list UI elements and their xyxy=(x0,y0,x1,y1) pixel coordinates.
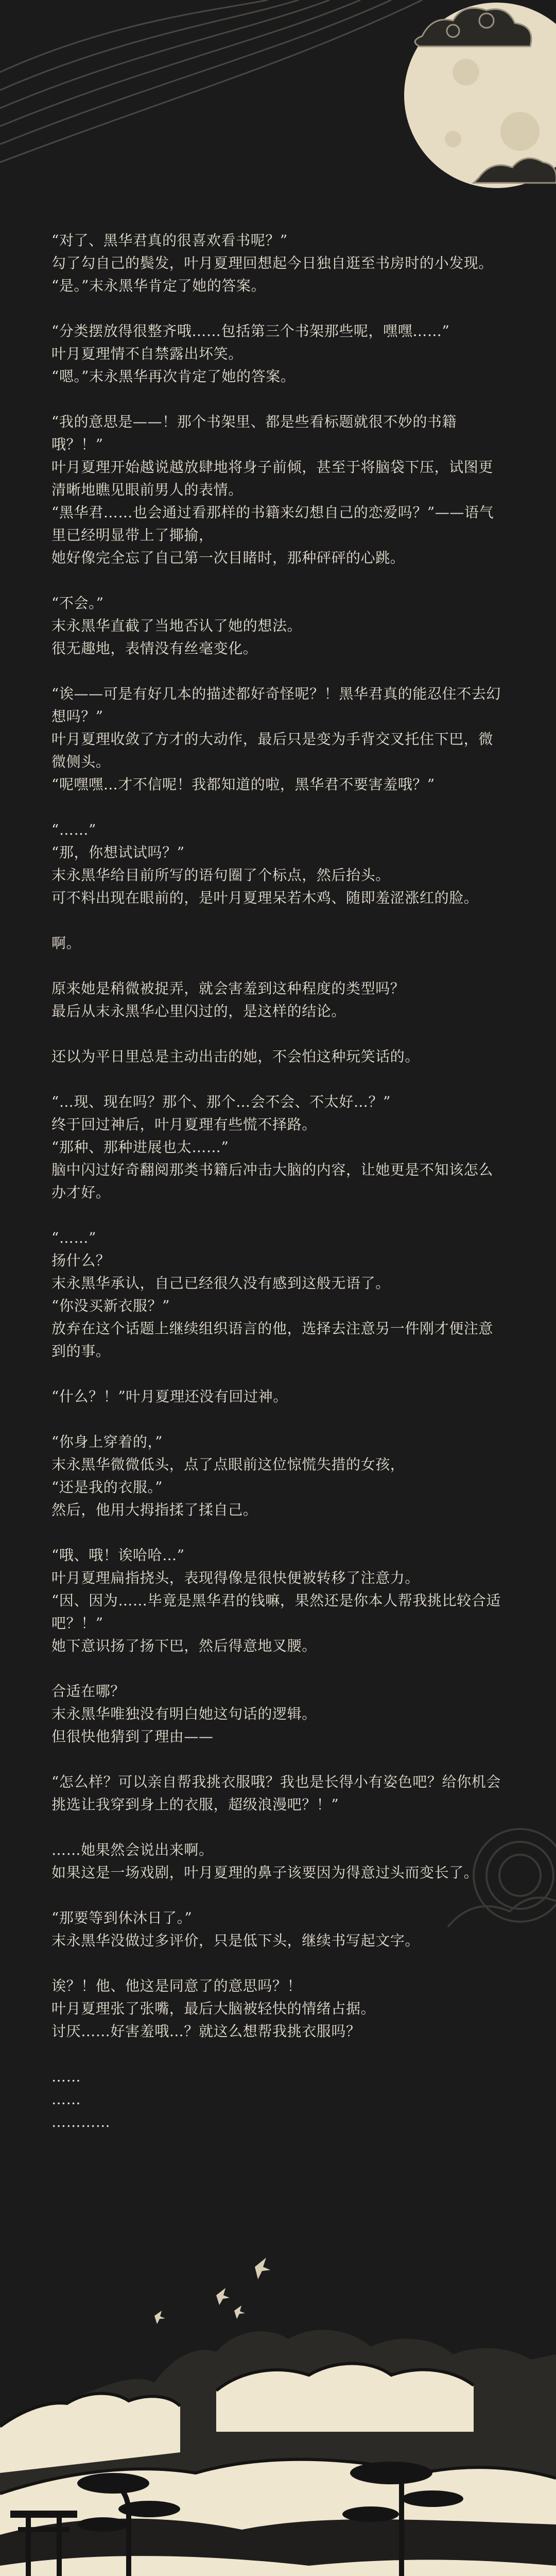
paragraph xyxy=(51,1771,505,1816)
text-line: 然后，他用大拇指揉了揉自己。 xyxy=(51,1501,258,1518)
text-line: “诶——可是有好几本的描述都好奇怪呢？！黑华君真的能忍住不去幻想吗？” xyxy=(51,685,501,725)
text-line: “不会。” xyxy=(51,595,104,612)
text-line: 末永黑华唯独没有明白她这句话的逻辑。 xyxy=(51,1705,317,1722)
text-line: “因、因为……毕竟是黑华君的钱嘛，果然还是你本人帮我挑比较合适吧？！” xyxy=(51,1592,501,1632)
paragraph xyxy=(51,411,505,569)
text-line: ……她果然会说出来啊。 xyxy=(51,1841,214,1858)
paragraph xyxy=(51,932,505,955)
text-line: “还是我的衣服。” xyxy=(51,1479,163,1496)
mountain-landscape-icon xyxy=(0,2330,556,2576)
text-line: 脑中闪过好奇翻阅那类书籍后冲击大脑的内容，让她更是不知该怎么办才好。 xyxy=(51,1161,494,1201)
text-line: ………… xyxy=(51,2113,111,2130)
text-line: “分类摆放得很整齐哦……包括第三个书架那些呢，嘿嘿……” xyxy=(51,323,450,340)
text-line: 原来她是稍微被捉弄，就会害羞到这种程度的类型吗？ xyxy=(51,980,405,997)
paragraph xyxy=(51,592,505,660)
text-line: “呢嘿嘿…才不信呢！我都知道的啦，黑华君不要害羞哦？” xyxy=(51,776,435,793)
text-line: “那种、那种进展也太……” xyxy=(51,1139,229,1156)
paragraph xyxy=(51,1544,505,1657)
text-line: 讨厌……好害羞哦…？就这么想帮我挑衣服吗？ xyxy=(51,2023,361,2040)
text-line: 叶月夏理情不自禁露出坏笑。 xyxy=(51,345,243,362)
paragraph xyxy=(51,320,505,388)
text-line: “是。”末永黑华肯定了她的答案。 xyxy=(51,277,266,294)
paragraph xyxy=(51,819,505,909)
paragraph xyxy=(51,977,505,1023)
paragraph xyxy=(51,1091,505,1204)
paragraph xyxy=(51,683,505,796)
text-line: 还以为平日里总是主动出击的她，不会怕这种玩笑话的。 xyxy=(51,1048,420,1065)
paragraph xyxy=(51,229,505,297)
text-line: …… xyxy=(51,2068,81,2085)
paragraph xyxy=(51,1907,505,1952)
text-line: “那，你想试试吗？” xyxy=(51,844,185,861)
text-line: 合适在哪？ xyxy=(51,1683,126,1700)
text-line: 如果这是一场戏剧，叶月夏理的鼻子该要因为得意过头而变长了。 xyxy=(51,1864,479,1881)
text-line: 她好像完全忘了自己第一次目睹时，那种砰砰的心跳。 xyxy=(51,549,405,566)
paragraph xyxy=(51,1680,505,1748)
text-line: “怎么样？可以亲自帮我挑衣服哦？我也是长得小有姿色吧？给你机会挑选让我穿到身上的衣服，超级浪漫吧？！” xyxy=(51,1773,501,1813)
text-line: …… xyxy=(51,2091,81,2108)
text-line: “……” xyxy=(51,821,97,838)
text-line: 可不料出现在眼前的，是叶月夏理呆若木鸡、随即羞涩涨红的脸。 xyxy=(51,889,479,906)
paragraph xyxy=(51,2065,505,2133)
text-line: 末永黑华承认，自己已经很久没有感到这般无语了。 xyxy=(51,1275,390,1292)
paragraph xyxy=(51,1385,505,1408)
bottom-decoration xyxy=(0,2205,556,2576)
text-line: 叶月夏理开始越说越放肆地将身子前倾，甚至于将脑袋下压，试图更清晰地瞧见眼前男人的表情。 xyxy=(51,459,494,498)
text-line: “我的意思是——！那个书架里、都是些看标题就很不妙的书籍哦？！” xyxy=(51,413,457,453)
text-line: 叶月夏理扁指挠头，表现得像是很快便被转移了注意力。 xyxy=(51,1569,420,1586)
text-line: “…现、现在吗？那个、那个…会不会、不太好…？” xyxy=(51,1093,391,1110)
text-line: 末永黑华直截了当地否认了她的想法。 xyxy=(51,617,302,634)
text-line: “……” xyxy=(51,1229,97,1246)
text-line: “哦、哦！诶哈哈…” xyxy=(51,1547,185,1564)
text-line: 但很快他猜到了理由—— xyxy=(51,1728,214,1745)
text-line: 叶月夏理张了张嘴，最后大脑被轻快的情绪占据。 xyxy=(51,2000,376,2017)
text-line: 很无趣地，表情没有丝毫变化。 xyxy=(51,640,258,657)
text-line: 末永黑华微微低头，点了点眼前这位惊慌失措的女孩， xyxy=(51,1456,405,1473)
paragraph xyxy=(51,1045,505,1068)
text-line: “黑华君……也会通过看那样的书籍来幻想自己的恋爱吗？”——语气里已经明显带上了揶揄， xyxy=(51,504,494,544)
flowing-lines-icon xyxy=(0,0,422,162)
text-line: “那要等到休沐日了。” xyxy=(51,1909,193,1926)
text-line: 诶？！他、他这是同意了的意思吗？！ xyxy=(51,1977,302,1994)
text-line: “什么？！”叶月夏理还没有回过神。 xyxy=(51,1388,288,1405)
text-line: “你没买新衣服？” xyxy=(51,1297,170,1314)
text-line: 最后从末永黑华心里闪过的，是这样的结论。 xyxy=(51,1003,346,1020)
text-line: 叶月夏理收敛了方才的大动作，最后只是变为手背交叉托住下巴，微微侧头。 xyxy=(51,731,494,770)
text-line: 扬什么？ xyxy=(51,1252,111,1269)
swallow-birds-icon xyxy=(154,2258,270,2324)
story-body xyxy=(51,229,505,2156)
text-line: 终于回过神后，叶月夏理有些慌不择路。 xyxy=(51,1116,317,1133)
text-line: 她下意识扬了扬下巴，然后得意地叉腰。 xyxy=(51,1637,317,1654)
paragraph xyxy=(51,1431,505,1521)
text-line: “嗯。”末永黑华再次肯定了她的答案。 xyxy=(51,368,296,385)
text-line: 放弃在这个话题上继续组织语言的他，选择去注意另一件刚才便注意到的事。 xyxy=(51,1320,494,1360)
text-line: 末永黑华没做过多评价，只是低下头，继续书写起文字。 xyxy=(51,1932,420,1949)
top-decoration xyxy=(0,0,556,216)
paragraph xyxy=(51,1975,505,2043)
paragraph xyxy=(51,1839,505,1884)
paragraph xyxy=(51,1227,505,1363)
text-line: 末永黑华给目前所写的语句圈了个标点，然后抬头。 xyxy=(51,867,390,884)
text-line: “你身上穿着的，” xyxy=(51,1433,163,1450)
text-line: 勾了勾自己的鬓发，叶月夏理回想起今日独自逛至书房时的小发现。 xyxy=(51,255,494,272)
text-line: “对了、黑华君真的很喜欢看书呢？” xyxy=(51,232,288,249)
text-line: 啊。 xyxy=(51,935,81,952)
